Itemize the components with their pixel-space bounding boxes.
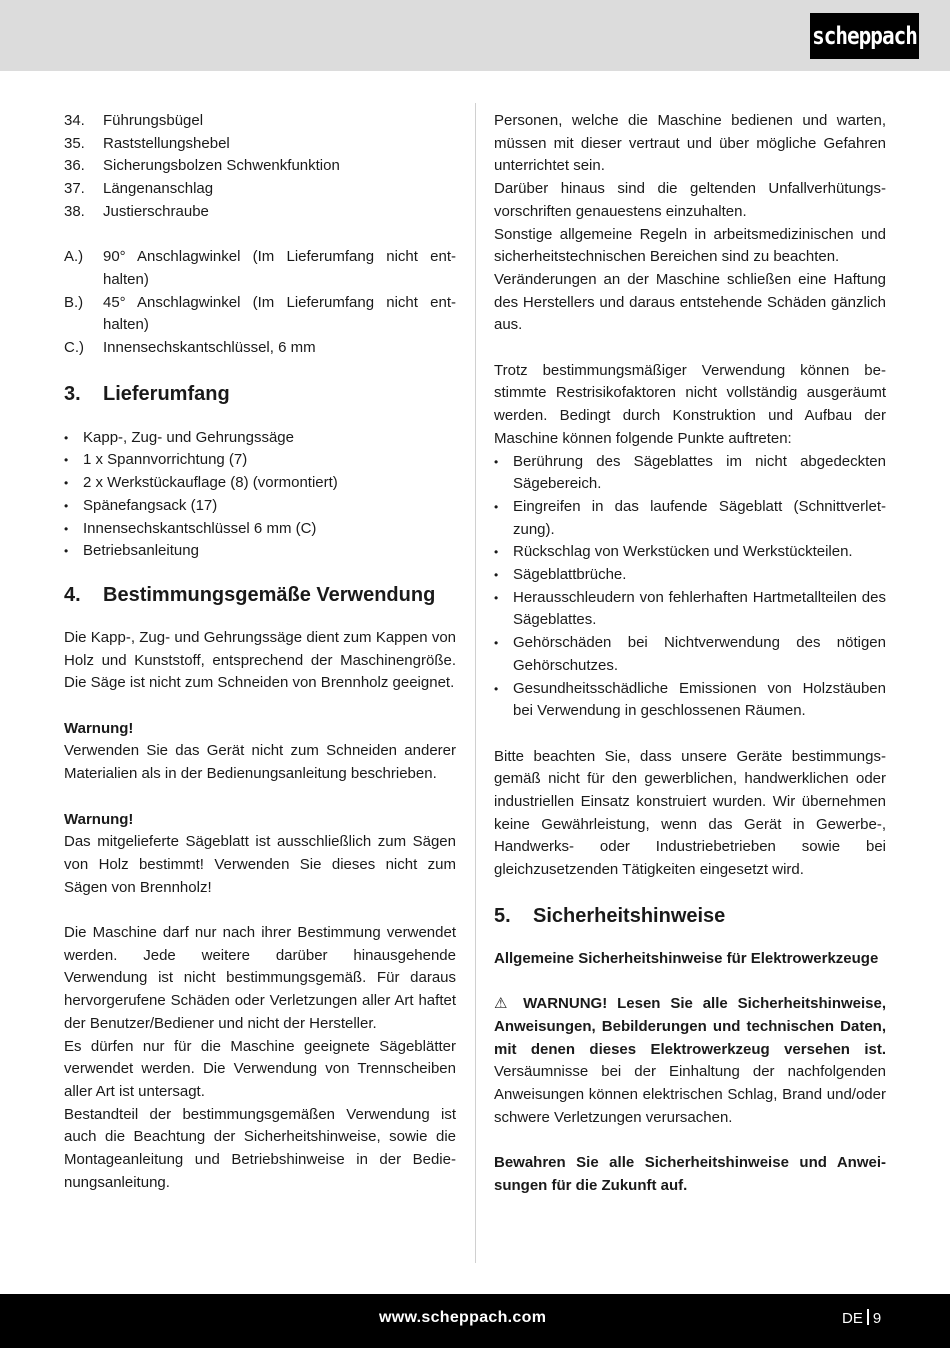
item-number: B.): [64, 293, 84, 311]
residual-risk-list: [494, 451, 886, 723]
bullet-icon: •: [494, 568, 499, 583]
paragraph: Bitte beachten Sie, dass unsere Geräte bestimmungsgemäß nicht für den gewerblichen, handwerklichen oder industriellen Einsatz konstruiert wurden. Wir übernehmen keine Gewährleistung, wenn das Gerät in Gewerbe-, Handwerks- oder Industriebetrieben sowie bei gleichzusetzenden Tätigkeiten eingesetzt wird.: [494, 747, 886, 879]
bullet-icon: •: [494, 681, 499, 696]
item-text: Sicherungsbolzen Schwenkfunktion: [103, 157, 340, 175]
list-item: [64, 472, 456, 495]
paragraph: Trotz bestimmungsmäßiger Verwendung können bestimmte Restrisikofaktoren nicht vollständig ausgeräumt werden. Bedingt durch Konstruktion und Aufbau der Maschine können folgende Punkte auftreten:: [494, 361, 886, 447]
section-heading-3: [64, 380, 456, 408]
item-text: Führungsbügel: [103, 112, 204, 129]
item-text: Raststellungshebel: [103, 134, 230, 152]
item-text: Herausschleudern von fehlerhaften Hartmetallteilen des Sägeblattes.: [513, 588, 886, 629]
list-item: [64, 110, 456, 133]
list-item: [64, 292, 456, 337]
paragraph: Die Kapp-, Zug- und Gehrungssäge dient zum Kappen von Holz und Kunststoff, entsprechend der Maschinengröße. Die Säge ist nicht zum Schneiden von Brennholz geeignet.: [64, 628, 456, 692]
item-text: Spänefangsack (17): [83, 496, 218, 514]
list-item: [494, 451, 886, 496]
bullet-icon: •: [494, 454, 499, 469]
warning-normal-text: Versäumnisse bei der Einhaltung der nachfolgenden Anweisungen können elektrischen Schlag, Brand und/oder schwere Verletzungen verursachen.: [494, 1063, 886, 1126]
list-item: [494, 541, 886, 564]
list-item: [64, 178, 456, 201]
page-indicator: [842, 1309, 881, 1327]
item-text: Längenanschlag: [103, 180, 214, 198]
item-number: 37.: [64, 180, 85, 198]
list-item: [494, 587, 886, 632]
accessory-list: [64, 246, 456, 360]
list-item: [64, 201, 456, 224]
list-item: [494, 564, 886, 587]
item-text: 45° Anschlagwinkel (Im Lieferumfang nicht enthalten): [103, 293, 456, 334]
website-link[interactable]: www.scheppach.com: [379, 1309, 547, 1326]
item-number: A.): [64, 248, 84, 266]
list-item: [64, 540, 456, 563]
bullet-icon: •: [64, 430, 69, 445]
language-code: DE: [842, 1310, 863, 1327]
item-text: Berührung des Sägeblattes im nicht abgedeckten Sägebereich.: [513, 452, 886, 493]
paragraph: Die Maschine darf nur nach ihrer Bestimmung verwendet werden. Jede weitere darüber hinausgehende Verwendung ist nicht bestimmungsgemäß. Für daraus hervorgerufene Schäden oder Verletzungen aller Art haftet der Benutzer/Bediener und nicht der Hersteller.: [64, 924, 456, 1032]
item-text: Gesundheitsschädliche Emissionen von Holzstäuben bei Verwendung in geschlossenen Räumen.: [513, 679, 886, 720]
item-text: Innensechskantschlüssel 6 mm (C): [83, 519, 317, 537]
separator: [867, 1309, 869, 1325]
paragraph: Personen, welche die Maschine bedienen und warten, müssen mit dieser vertraut und über mögliche Gefahren unterrichtet sein.: [494, 112, 886, 175]
bullet-icon: •: [494, 499, 499, 514]
item-text: Kapp-, Zug- und Gehrungssäge: [83, 428, 294, 446]
keep-instructions-note: Bewahren Sie alle Sicherheitshinweise und Anweisungen für die Zukunft auf.: [494, 1154, 886, 1194]
bullet-icon: •: [64, 521, 69, 536]
paragraph: Das mitgelieferte Sägeblatt ist ausschließlich zum Sägen von Holz bestimmt! Verwenden Sie dieses nicht zum Sägen von Brennholz!: [64, 833, 456, 896]
bullet-icon: •: [64, 544, 69, 559]
left-column: [64, 110, 456, 1194]
list-item: [64, 246, 456, 291]
list-item: [64, 155, 456, 178]
paragraph: Verwenden Sie das Gerät nicht zum Schneiden anderer Materialien als in der Bedienungsanleitung beschrieben.: [64, 742, 456, 783]
section-number: 3.: [64, 382, 81, 405]
parts-list: [64, 110, 456, 224]
section-title: Lieferumfang: [103, 382, 230, 405]
section-number: 5.: [494, 904, 511, 927]
list-item: [64, 337, 456, 360]
list-item: [494, 632, 886, 677]
section-heading-5: [494, 902, 886, 930]
bullet-icon: •: [64, 476, 69, 491]
item-number: 38.: [64, 202, 85, 220]
bullet-icon: •: [494, 636, 499, 651]
list-item: [494, 496, 886, 541]
item-number: 36.: [64, 157, 85, 175]
warning-triangle-icon: ⚠: [494, 995, 514, 1013]
item-text: 90° Anschlagwinkel (Im Lieferumfang nicht enthalten): [103, 248, 456, 288]
paragraph: Darüber hinaus sind die geltenden Unfallverhütungsvorschriften genauestens einzuhalten.: [494, 180, 886, 220]
section-number: 4.: [64, 583, 81, 606]
item-text: Betriebsanleitung: [83, 542, 199, 560]
item-text: 1 x Spannvorrichtung (7): [83, 451, 248, 469]
paragraph: Sonstige allgemeine Regeln in arbeitsmedizinischen und sicherheitstechnischen Bereichen sind zu beachten.: [494, 225, 886, 266]
bullet-icon: •: [64, 453, 69, 468]
list-item: [64, 427, 456, 450]
item-number: 35.: [64, 134, 85, 152]
list-item: [64, 518, 456, 541]
column-divider: [475, 103, 476, 1263]
footer-band: [0, 1294, 950, 1348]
item-text: Rückschlag von Werkstücken und Werkstückteilen.: [513, 543, 853, 561]
item-text: Justierschraube: [103, 202, 209, 220]
warning-bold-text: WARNUNG! Lesen Sie alle Sicherheitshinweise, Anweisungen, Bebilderungen und technischen Daten, mit denen dieses Elektrowerkzeug versehen ist.: [494, 995, 887, 1058]
section-title: Bestimmungsgemäße Verwendung: [103, 583, 436, 606]
right-column: [494, 110, 886, 1198]
header-band: [0, 0, 950, 71]
list-item: [64, 449, 456, 472]
scheppach-logo: scheppach: [810, 13, 919, 59]
item-text: Sägeblattbrüche.: [513, 566, 627, 584]
paragraph: Es dürfen nur für die Maschine geeignete Sägeblätter verwendet werden. Die Verwendung von Trennscheiben aller Art ist untersagt.: [64, 1037, 456, 1100]
section-title: Sicherheitshinweise: [533, 904, 726, 927]
section-heading-4: [64, 581, 456, 609]
bullet-icon: •: [494, 590, 499, 605]
bullet-icon: •: [494, 545, 499, 560]
paragraph: Veränderungen an der Maschine schließen eine Haftung des Herstellers und daraus entstehende Schäden gänzlich aus.: [494, 270, 886, 334]
item-text: Eingreifen in das laufende Sägeblatt (Schnittverletzung).: [513, 497, 886, 538]
warning-paragraph: [494, 993, 886, 1129]
list-item: [494, 678, 886, 723]
item-number: C.): [64, 339, 84, 357]
item-text: Gehörschäden bei Nichtverwendung des nötigen Gehörschutzes.: [513, 634, 886, 674]
item-text: 2 x Werkstückauflage (8) (vormontiert): [83, 474, 338, 492]
list-item: [64, 133, 456, 156]
warning-title: Warnung!: [64, 810, 134, 828]
paragraph: Bestandteil der bestimmungsgemäßen Verwendung ist auch die Beachtung der Sicherheitshinweise, sowie die Montageanleitung und Betriebshinweise in der Bedienungsanleitung.: [64, 1105, 456, 1191]
page-number: 9: [872, 1310, 882, 1327]
list-item: [64, 495, 456, 518]
item-text: Innensechskantschlüssel, 6 mm: [103, 339, 316, 357]
item-number: 34.: [64, 112, 85, 129]
bullet-icon: •: [64, 498, 69, 513]
delivery-scope-list: [64, 427, 456, 563]
warning-title: Warnung!: [64, 719, 134, 737]
subsection-title: Allgemeine Sicherheitshinweise für Elektrowerkzeuge: [494, 949, 879, 967]
